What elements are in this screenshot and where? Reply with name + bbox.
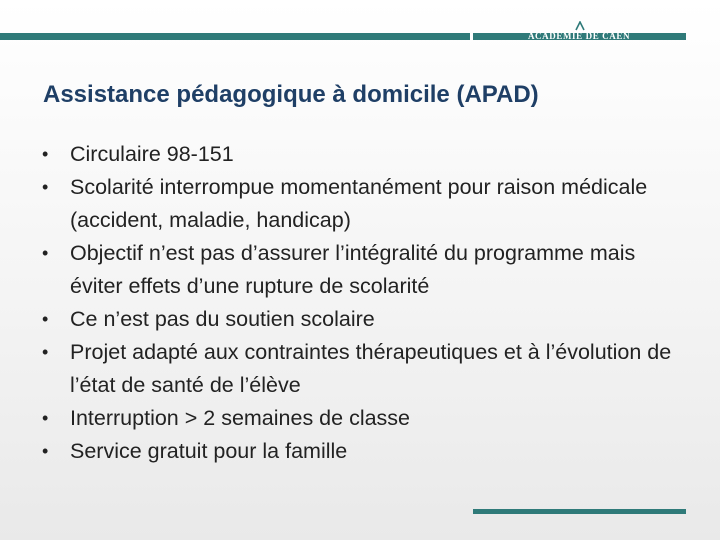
academie-logo <box>520 24 638 40</box>
bullet-icon: • <box>42 408 49 428</box>
bullet-item <box>42 303 682 336</box>
bullet-text: Projet adapté aux contraintes thérapeutiques et à l’évolution de l’état de santé de l’élève <box>70 340 672 397</box>
bullet-item <box>42 237 682 303</box>
bullet-icon: • <box>42 342 49 362</box>
bullet-icon: • <box>42 144 49 164</box>
bullet-text: Ce n’est pas du soutien scolaire <box>70 307 375 331</box>
bullet-text: Objectif n’est pas d’assurer l’intégralité du programme mais éviter effets d’une rupture de scolarité <box>70 241 636 298</box>
bullet-item <box>42 336 682 402</box>
bullet-text: Circulaire 98-151 <box>70 142 234 166</box>
bullet-text: Scolarité interrompue momentanément pour raison médicale (accident, maladie, handicap) <box>70 175 648 232</box>
bullet-text: Interruption > 2 semaines de classe <box>70 406 411 430</box>
bullet-list <box>42 138 682 468</box>
header-bar-left <box>0 33 470 40</box>
bullet-icon: • <box>42 441 49 461</box>
bullet-icon: • <box>42 177 49 197</box>
bullet-item <box>42 435 682 468</box>
bullet-item <box>42 138 682 171</box>
bullet-item <box>42 171 682 237</box>
bullet-item <box>42 402 682 435</box>
slide-title: Assistance pédagogique à domicile (APAD) <box>43 81 539 108</box>
logo-text: ACADÉMIE DE CAEN <box>527 31 631 41</box>
footer-bar <box>473 509 686 514</box>
bullet-text: Service gratuit pour la famille <box>70 439 348 463</box>
bullet-icon: • <box>42 243 49 263</box>
logo-mark-icon <box>575 21 585 31</box>
bullet-icon: • <box>42 309 49 329</box>
